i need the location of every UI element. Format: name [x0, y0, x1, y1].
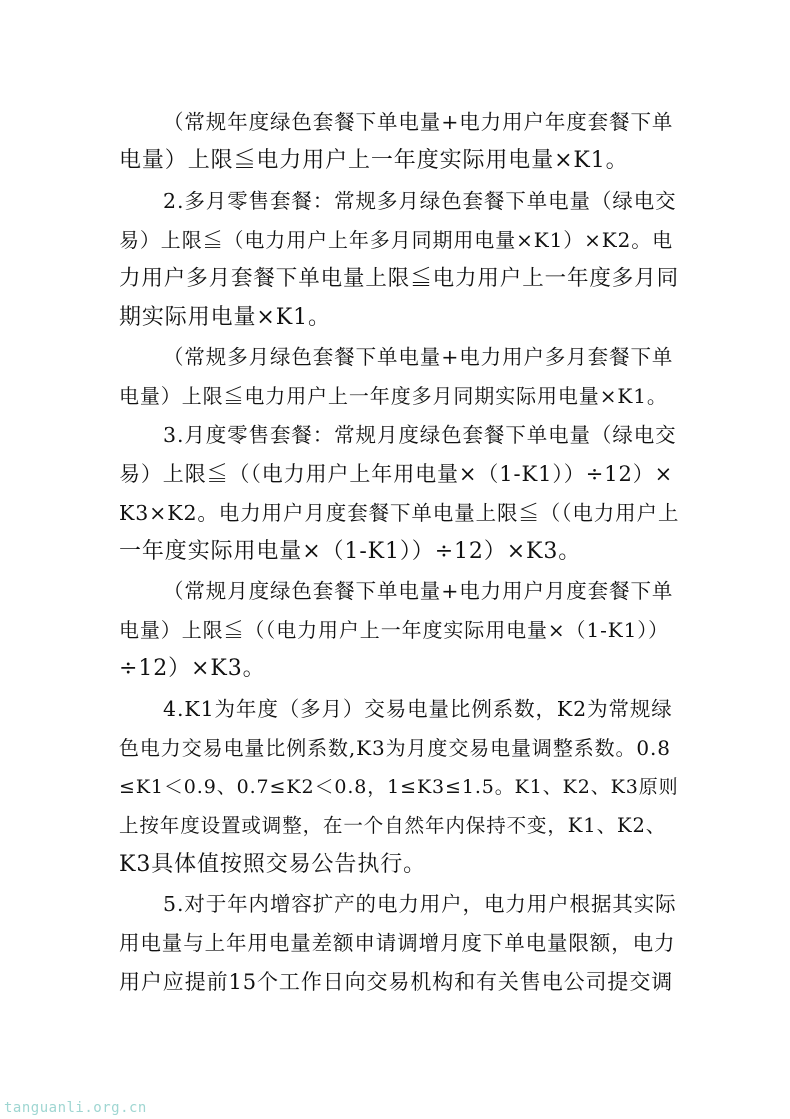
text-line: 用电量与上年用电量差额申请调增月度下单电量限额，电力: [119, 931, 676, 955]
text-line: 用户应提前15个工作日向交易机构和有关售电公司提交调: [119, 970, 674, 994]
text-line: 电量）上限≦电力用户上一年度多月同期实际用电量×K1。: [119, 384, 668, 408]
watermark: tanguanli.org.cn: [4, 1100, 147, 1116]
text-line: 2.多月零售套餐：常规多月绿色套餐下单电量（绿电交: [163, 189, 677, 213]
text-line: ÷12）×K3。: [119, 656, 266, 681]
text-line: K3×K2。电力用户月度套餐下单电量上限≦（（电力用户上: [119, 501, 680, 525]
text-line: ≤K1＜0.9、0.7≤K2＜0.8，1≤K3≤1.5。K1、K2、K3原则: [119, 776, 679, 798]
text-line: 电量）上限≦电力用户上一年度实际用电量×K1。: [119, 148, 629, 173]
text-line: （常规年度绿色套餐下单电量+电力用户年度套餐下单: [163, 110, 674, 134]
text-line: 5.对于年内增容扩产的电力用户，电力用户根据其实际: [163, 892, 677, 916]
text-line: 上按年度设置或调整，在一个自然年内保持不变，K1、K2、: [119, 814, 667, 837]
text-line: 力用户多月套餐下单电量上限≦电力用户上一年度多月同: [119, 266, 680, 291]
text-line: 期实际用电量×K1。: [119, 305, 331, 330]
text-line: 一年度实际用电量×（1-K1））÷12）×K3。: [119, 539, 582, 564]
text-line: 电量）上限≦（（电力用户上一年度实际用电量×（1-K1））: [119, 618, 670, 642]
text-line: 易）上限≦（（电力用户上年用电量×（1-K1））÷12）×: [119, 462, 674, 486]
text-line: 易）上限≦（电力用户上年多月同期用电量×K1）×K2。电: [119, 228, 674, 252]
text-line: （常规月度绿色套餐下单电量+电力用户月度套餐下单: [163, 579, 674, 603]
text-line: 色电力交易电量比例系数,K3为月度交易电量调整系数。0.8: [119, 736, 671, 760]
text-line: （常规多月绿色套餐下单电量+电力用户多月套餐下单: [163, 345, 674, 369]
text-line: 3.月度零售套餐：常规月度绿色套餐下单电量（绿电交: [163, 423, 677, 447]
text-line: K3具体值按照交易公告执行。: [119, 852, 427, 877]
text-line: 4.K1为年度（多月）交易电量比例系数，K2为常规绿: [163, 697, 673, 721]
